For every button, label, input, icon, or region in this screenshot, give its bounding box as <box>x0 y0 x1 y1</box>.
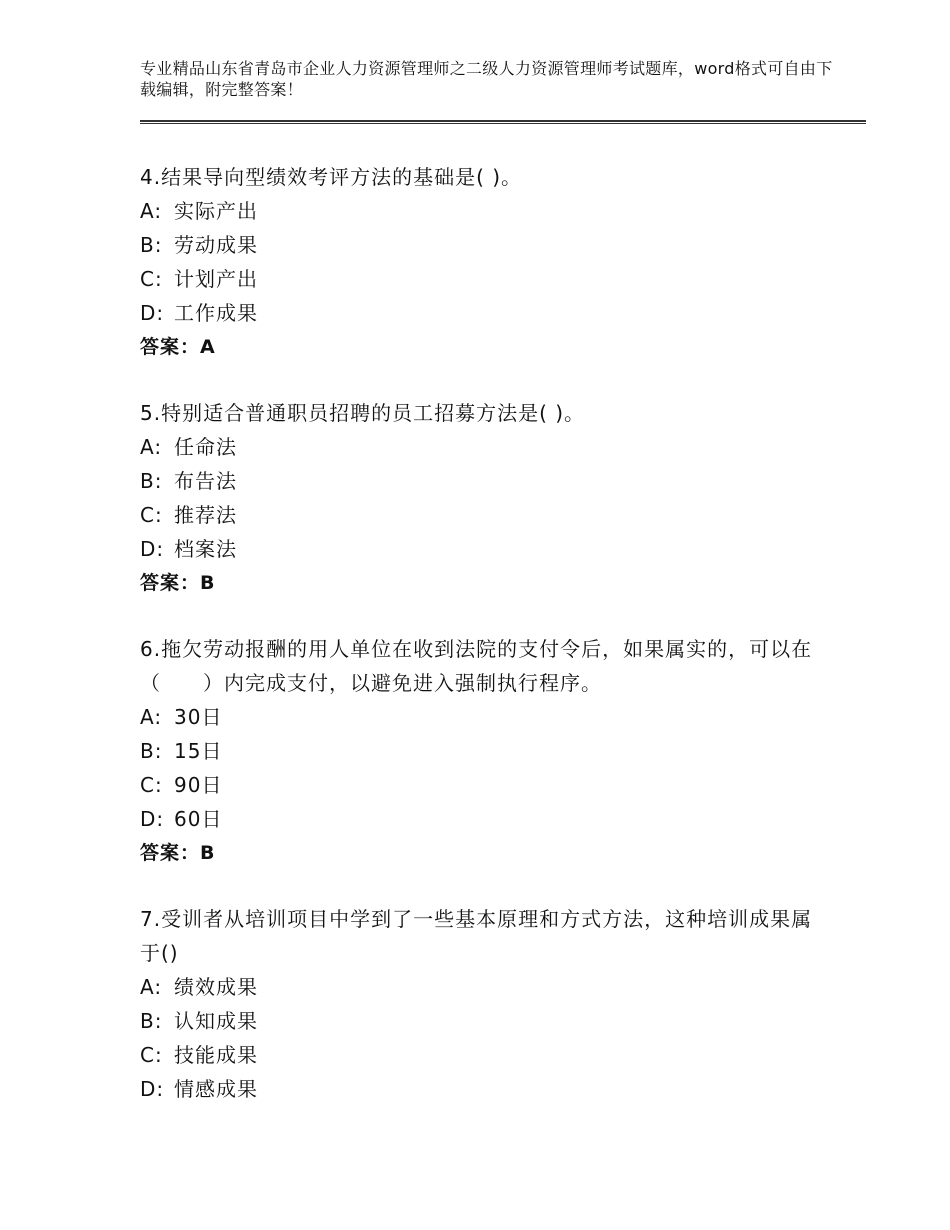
option-letter: C: <box>140 1043 163 1067</box>
question-text: 5.特别适合普通职员招聘的员工招募方法是( )。 <box>140 401 586 425</box>
option-letter: A: <box>140 435 163 459</box>
option-text: 30日 <box>174 705 223 729</box>
option-text: 布告法 <box>174 469 237 493</box>
option-text: 计划产出 <box>174 267 258 291</box>
option-text: 工作成果 <box>174 301 258 325</box>
option-d <box>140 1072 820 1106</box>
option-text: 15日 <box>174 739 223 763</box>
option-a <box>140 430 820 464</box>
answer-label: 答案：B <box>140 572 216 594</box>
option-d <box>140 532 820 566</box>
option-text: 任命法 <box>174 435 237 459</box>
option-letter: C: <box>140 503 163 527</box>
question-item <box>140 902 820 1106</box>
question-item <box>140 396 820 600</box>
option-letter: D: <box>140 301 165 325</box>
question-list <box>140 160 820 1138</box>
option-text: 档案法 <box>174 537 237 561</box>
option-a <box>140 970 820 1004</box>
question-text: 6.拖欠劳动报酬的用人单位在收到法院的支付令后，如果属实的，可以在（ ）内完成支付，以避免进入强制执行程序。 <box>140 637 813 695</box>
option-letter: A: <box>140 975 163 999</box>
header-divider <box>140 120 866 124</box>
option-letter: A: <box>140 199 163 223</box>
option-text: 认知成果 <box>174 1009 258 1033</box>
option-text: 劳动成果 <box>174 233 258 257</box>
question-text: 7.受训者从培训项目中学到了一些基本原理和方式方法，这种培训成果属于() <box>140 907 813 965</box>
option-d <box>140 296 820 330</box>
answer-label: 答案：A <box>140 336 216 358</box>
option-b <box>140 464 820 498</box>
option-a <box>140 700 820 734</box>
option-text: 推荐法 <box>174 503 237 527</box>
option-letter: C: <box>140 267 163 291</box>
document-header-title: 专业精品山东省青岛市企业人力资源管理师之二级人力资源管理师考试题库，word格式可自由下载编辑，附完整答案！ <box>140 59 833 99</box>
option-a <box>140 194 820 228</box>
question-item <box>140 160 820 364</box>
option-letter: D: <box>140 807 165 831</box>
option-text: 绩效成果 <box>174 975 258 999</box>
option-letter: B: <box>140 233 163 257</box>
option-letter: D: <box>140 1077 165 1101</box>
option-letter: C: <box>140 773 163 797</box>
option-text: 情感成果 <box>174 1077 258 1101</box>
option-text: 技能成果 <box>174 1043 258 1067</box>
option-b <box>140 228 820 262</box>
option-c <box>140 1038 820 1072</box>
option-letter: A: <box>140 705 163 729</box>
question-item <box>140 632 820 870</box>
option-c <box>140 498 820 532</box>
answer-label: 答案：B <box>140 842 216 864</box>
option-letter: B: <box>140 739 163 763</box>
option-b <box>140 1004 820 1038</box>
option-letter: B: <box>140 1009 163 1033</box>
option-d <box>140 802 820 836</box>
option-c <box>140 262 820 296</box>
option-b <box>140 734 820 768</box>
question-text: 4.结果导向型绩效考评方法的基础是( )。 <box>140 165 523 189</box>
option-c <box>140 768 820 802</box>
option-letter: B: <box>140 469 163 493</box>
option-text: 60日 <box>174 807 223 831</box>
option-text: 实际产出 <box>174 199 258 223</box>
option-text: 90日 <box>174 773 223 797</box>
option-letter: D: <box>140 537 165 561</box>
